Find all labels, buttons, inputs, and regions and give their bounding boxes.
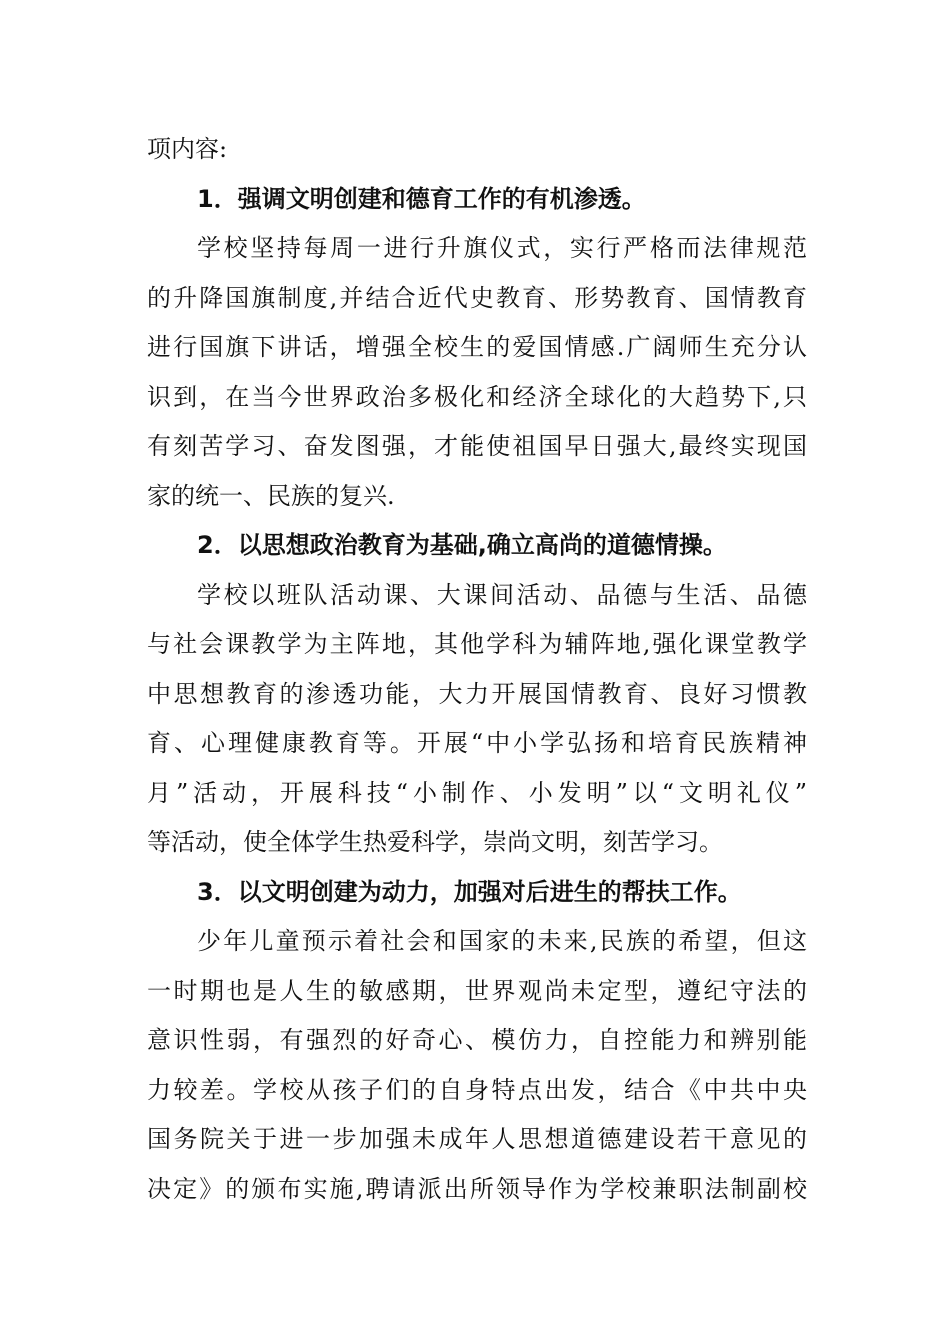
document-body — [147, 125, 807, 1214]
paragraph-3-line-3: 意识性弱，有强烈的好奇心、模仿力，自控能力和辨别能 — [147, 1026, 807, 1054]
paragraph-2-line-4: 育、心理健康教育等。开展“中小学弘扬和培育民族精神 — [147, 729, 807, 757]
paragraph-1-line-4: 识到，在当今世界政治多极化和经济全球化的大趋势下,只 — [147, 382, 807, 411]
text-line-continuation: 项内容: — [147, 135, 228, 163]
paragraph-1-line-1: 学校坚持每周一进行升旗仪式，实行严格而法律规范 — [197, 234, 807, 262]
paragraph-2-line-1: 学校以班队活动课、大课间活动、品德与生活、品德 — [197, 580, 807, 609]
paragraph-3-line-5: 国务院关于进一步加强未成年人思想道德建设若干意见的 — [147, 1125, 807, 1153]
paragraph-3-line-1: 少年儿童预示着社会和国家的未来,民族的希望，但这 — [197, 927, 807, 955]
section-heading-3: 3．以文明创建为动力，加强对后进生的帮扶工作。 — [197, 877, 742, 906]
paragraph-3-line-2: 一时期也是人生的敏感期，世界观尚未定型，遵纪守法的 — [147, 976, 807, 1005]
section-heading-1: 1．强调文明创建和德育工作的有机渗透。 — [197, 184, 646, 213]
paragraph-3-line-6: 决定》的颁布实施,聘请派出所领导作为学校兼职法制副校 — [147, 1174, 807, 1203]
paragraph-3-line-4: 力较差。学校从孩子们的自身特点出发，结合《中共中央 — [147, 1075, 807, 1104]
paragraph-2-line-6: 等活动，使全体学生热爱科学，崇尚文明，刻苦学习。 — [147, 828, 723, 856]
paragraph-2-line-3: 中思想教育的渗透功能，大力开展国情教育、良好习惯教 — [147, 679, 807, 708]
paragraph-2-line-2: 与社会课教学为主阵地，其他学科为辅阵地,强化课堂教学 — [147, 630, 807, 658]
paragraph-2-line-5: 月”活动，开展科技“小制作、小发明”以“文明礼仪” — [147, 778, 807, 807]
paragraph-1-line-6: 家的统一、民族的复兴. — [147, 481, 395, 510]
section-heading-2: 2．以思想政治教育为基础,确立高尚的道德情操。 — [197, 531, 727, 559]
paragraph-1-line-3: 进行国旗下讲话，增强全校生的爱国情感.广阔师生充分认 — [147, 333, 807, 361]
paragraph-1-line-5: 有刻苦学习、奋发图强，才能使祖国早日强大,最终实现国 — [147, 432, 807, 460]
paragraph-1-line-2: 的升降国旗制度,并结合近代史教育、形势教育、国情教育 — [147, 283, 807, 312]
